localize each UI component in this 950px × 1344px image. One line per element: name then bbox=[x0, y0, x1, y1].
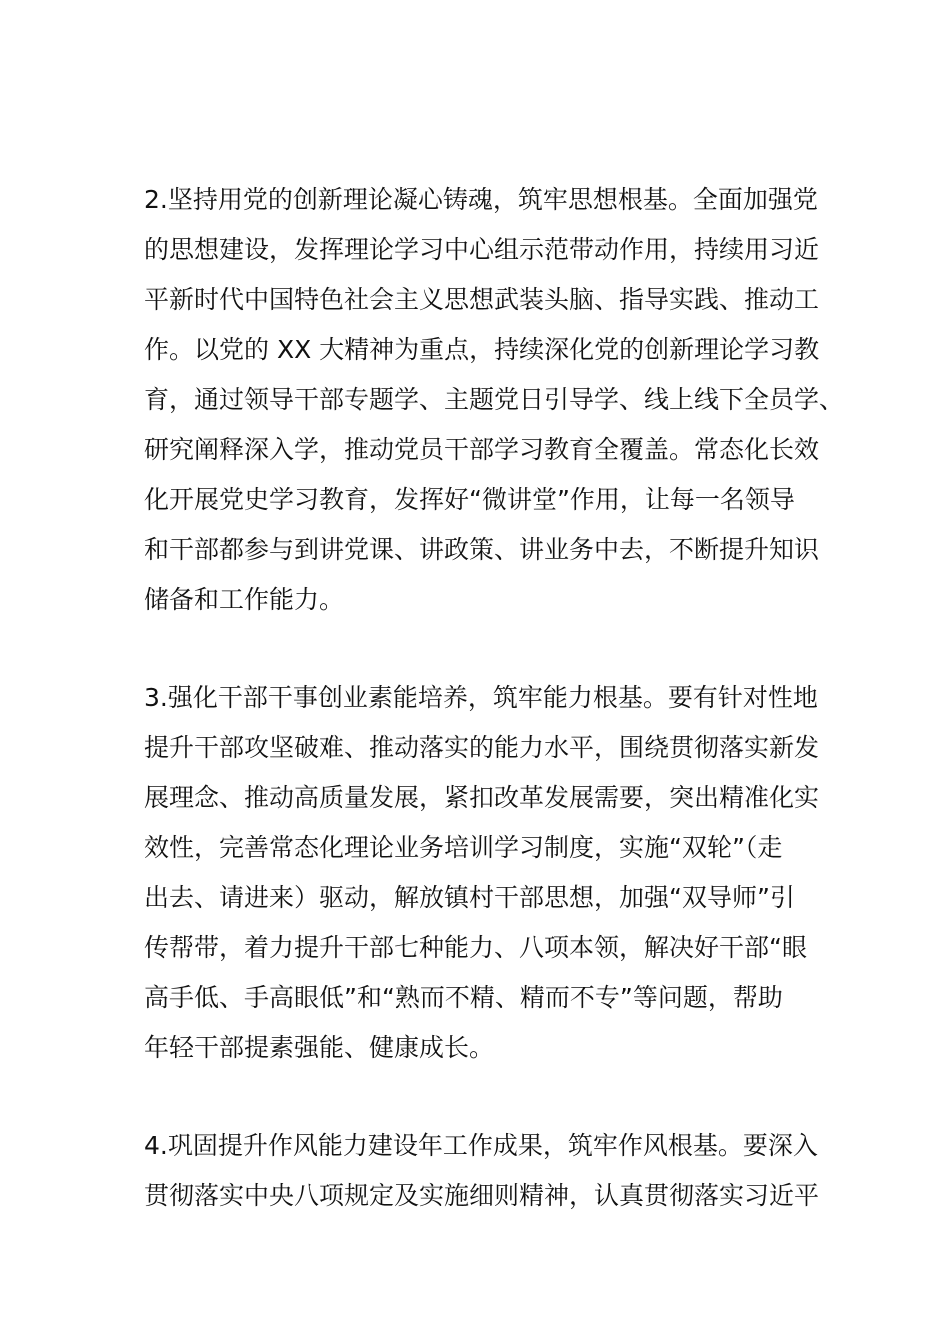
paragraph-3-line-7: 高手低、手高眼低”和“熟而不精、精而不专”等问题，帮助 bbox=[144, 983, 783, 1012]
paragraph-2-line-1: 2.坚持用党的创新理论凝心铸魂，筑牢思想根基。全面加强党 bbox=[144, 185, 818, 214]
paragraph-3-line-1: 3.强化干部干事创业素能培养，筑牢能力根基。要有针对性地 bbox=[144, 683, 818, 712]
paragraph-2-line-8: 和干部都参与到讲党课、讲政策、讲业务中去，不断提升知识 bbox=[144, 535, 820, 564]
paragraph-3-line-6: 传帮带，着力提升干部七种能力、八项本领，解决好干部“眼 bbox=[144, 933, 807, 962]
paragraph-4-line-2: 贯彻落实中央八项规定及实施细则精神，认真贯彻落实习近平 bbox=[144, 1181, 820, 1210]
paragraph-2-line-5: 育，通过领导干部专题学、主题党日引导学、线上线下全员学、 bbox=[144, 385, 845, 414]
paragraph-2-line-9: 储备和工作能力。 bbox=[144, 585, 345, 614]
paragraph-3-line-4: 效性，完善常态化理论业务培训学习制度，实施“双轮”（走 bbox=[144, 833, 783, 862]
paragraph-3-line-3: 展理念、推动高质量发展，紧扣改革发展需要，突出精准化实 bbox=[144, 783, 820, 812]
paragraph-2-line-2: 的思想建设，发挥理论学习中心组示范带动作用，持续用习近 bbox=[144, 235, 820, 264]
paragraph-2-line-4: 作。以党的 XX 大精神为重点，持续深化党的创新理论学习教 bbox=[144, 335, 820, 364]
paragraph-3-line-5: 出去、请进来）驱动，解放镇村干部思想，加强“双导师”引 bbox=[144, 883, 795, 912]
paragraph-2-line-7: 化开展党史学习教育，发挥好“微讲堂”作用，让每一名领导 bbox=[144, 485, 795, 514]
paragraph-2-line-3: 平新时代中国特色社会主义思想武装头脑、指导实践、推动工 bbox=[144, 285, 820, 314]
paragraph-4-line-1: 4.巩固提升作风能力建设年工作成果，筑牢作风根基。要深入 bbox=[144, 1131, 818, 1160]
paragraph-3-line-2: 提升干部攻坚破难、推动落实的能力水平，围绕贯彻落实新发 bbox=[144, 733, 820, 762]
paragraph-3-line-8: 年轻干部提素强能、健康成长。 bbox=[144, 1033, 495, 1062]
paragraph-2-line-6: 研究阐释深入学，推动党员干部学习教育全覆盖。常态化长效 bbox=[144, 435, 820, 464]
